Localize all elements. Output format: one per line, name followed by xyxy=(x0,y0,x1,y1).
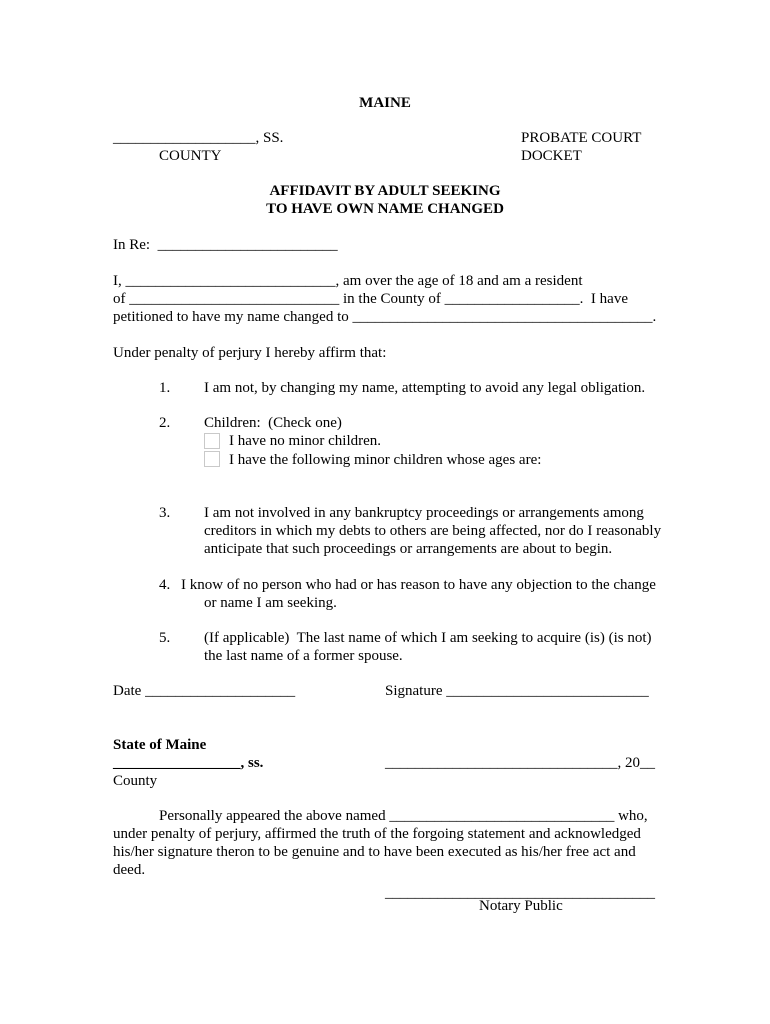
minor-children-checkbox[interactable] xyxy=(204,451,220,467)
notary-date-line xyxy=(385,754,655,772)
item-number: 3. xyxy=(159,505,171,521)
item-number: 5. xyxy=(159,630,171,646)
date-field[interactable]: ____________________ xyxy=(145,683,296,699)
notary-body-line-3: his/her signature theron to be genuine and to have been executed as his/her free act and xyxy=(113,844,636,860)
no-minor-children-checkbox[interactable] xyxy=(204,433,220,449)
notary-body-line-4: deed. xyxy=(113,862,146,878)
no-minor-children-label: I have no minor children. xyxy=(229,433,382,449)
affirm-intro: Under penalty of perjury I hereby affirm that: xyxy=(113,345,387,361)
petition-text: in the County of xyxy=(339,291,445,307)
notary-text: Personally appeared the above named xyxy=(159,808,390,824)
petition-line-3 xyxy=(113,308,656,326)
petition-text: I, xyxy=(113,273,126,289)
form-title-line-2: TO HAVE OWN NAME CHANGED xyxy=(266,201,504,217)
item-4-text: or name I am seeking. xyxy=(204,595,337,611)
notary-text: who, xyxy=(614,808,648,824)
notary-date-field[interactable]: _______________________________ xyxy=(385,755,618,771)
petition-text: petitioned to have my name changed to xyxy=(113,309,353,325)
date-label: Date xyxy=(113,683,146,699)
notary-signature-field[interactable]: ____________________________________ xyxy=(385,885,655,901)
appeared-name-field[interactable]: ______________________________ xyxy=(389,808,615,824)
form-title-line-1: AFFIDAVIT BY ADULT SEEKING xyxy=(269,183,501,199)
item-3-text: I am not involved in any bankruptcy proceedings or arrangements among xyxy=(204,505,644,521)
notary-body-line-2: under penalty of perjury, affirmed the truth of the forgoing statement and acknowledged xyxy=(113,826,641,842)
petition-line-1 xyxy=(113,272,583,290)
item-5-text: (If applicable) The last name of which I am seeking to acquire (is) (is not) xyxy=(204,630,652,646)
item-number: 1. xyxy=(159,380,171,396)
in-re-field[interactable]: ________________________ xyxy=(157,237,338,253)
petitioner-name-field[interactable]: ____________________________ xyxy=(125,273,336,289)
year-prefix: , 20 xyxy=(617,755,640,771)
court-name: PROBATE COURT xyxy=(521,130,642,146)
docket-label: DOCKET xyxy=(521,148,582,164)
notary-county-line xyxy=(113,754,263,772)
in-re-line xyxy=(113,236,338,254)
county-field[interactable]: ___________________ xyxy=(113,130,256,146)
petition-text: of xyxy=(113,291,130,307)
minor-children-label: I have the following minor children whose ages are: xyxy=(229,452,542,468)
notary-title: Notary Public xyxy=(479,898,563,914)
state-title: MAINE xyxy=(359,95,411,111)
ss-label: , SS. xyxy=(255,130,284,146)
item-4-text: I know of no person who had or has reason to have any objection to the change xyxy=(181,577,656,593)
signature-line xyxy=(385,682,649,700)
date-line xyxy=(113,682,295,700)
new-name-field[interactable]: ________________________________________ xyxy=(352,309,653,325)
item-number: 2. xyxy=(159,415,171,431)
signature-field[interactable]: ___________________________ xyxy=(446,683,649,699)
signature-label: Signature xyxy=(385,683,447,699)
item-2-heading: Children: (Check one) xyxy=(204,415,342,431)
notary-ss-label: , ss. xyxy=(240,755,264,771)
county-label: COUNTY xyxy=(159,148,222,164)
item-number: 4. xyxy=(159,577,171,593)
notary-county-field[interactable]: _________________ xyxy=(113,755,241,771)
residence-field[interactable]: ____________________________ xyxy=(129,291,340,307)
notary-county-label: County xyxy=(113,773,158,789)
item-1-text: I am not, by changing my name, attempting to avoid any legal obligation. xyxy=(204,380,646,396)
petition-text: , am over the age of 18 and am a resident xyxy=(335,273,583,289)
petition-text: . I have xyxy=(579,291,628,307)
notary-state: State of Maine xyxy=(113,737,207,753)
in-re-label: In Re: xyxy=(113,237,158,253)
petition-text: . xyxy=(652,309,657,325)
petition-line-2 xyxy=(113,290,628,308)
county-ss-line xyxy=(113,129,283,147)
item-3-text: creditors in which my debts to others are being affected, nor do I reasonably xyxy=(204,523,662,539)
item-3-text: anticipate that such proceedings or arrangements are about to begin. xyxy=(204,541,613,557)
year-field[interactable]: __ xyxy=(640,755,655,771)
item-5-text: the last name of a former spouse. xyxy=(204,648,403,664)
notary-body-line-1 xyxy=(159,807,648,825)
residence-county-field[interactable]: __________________ xyxy=(444,291,580,307)
